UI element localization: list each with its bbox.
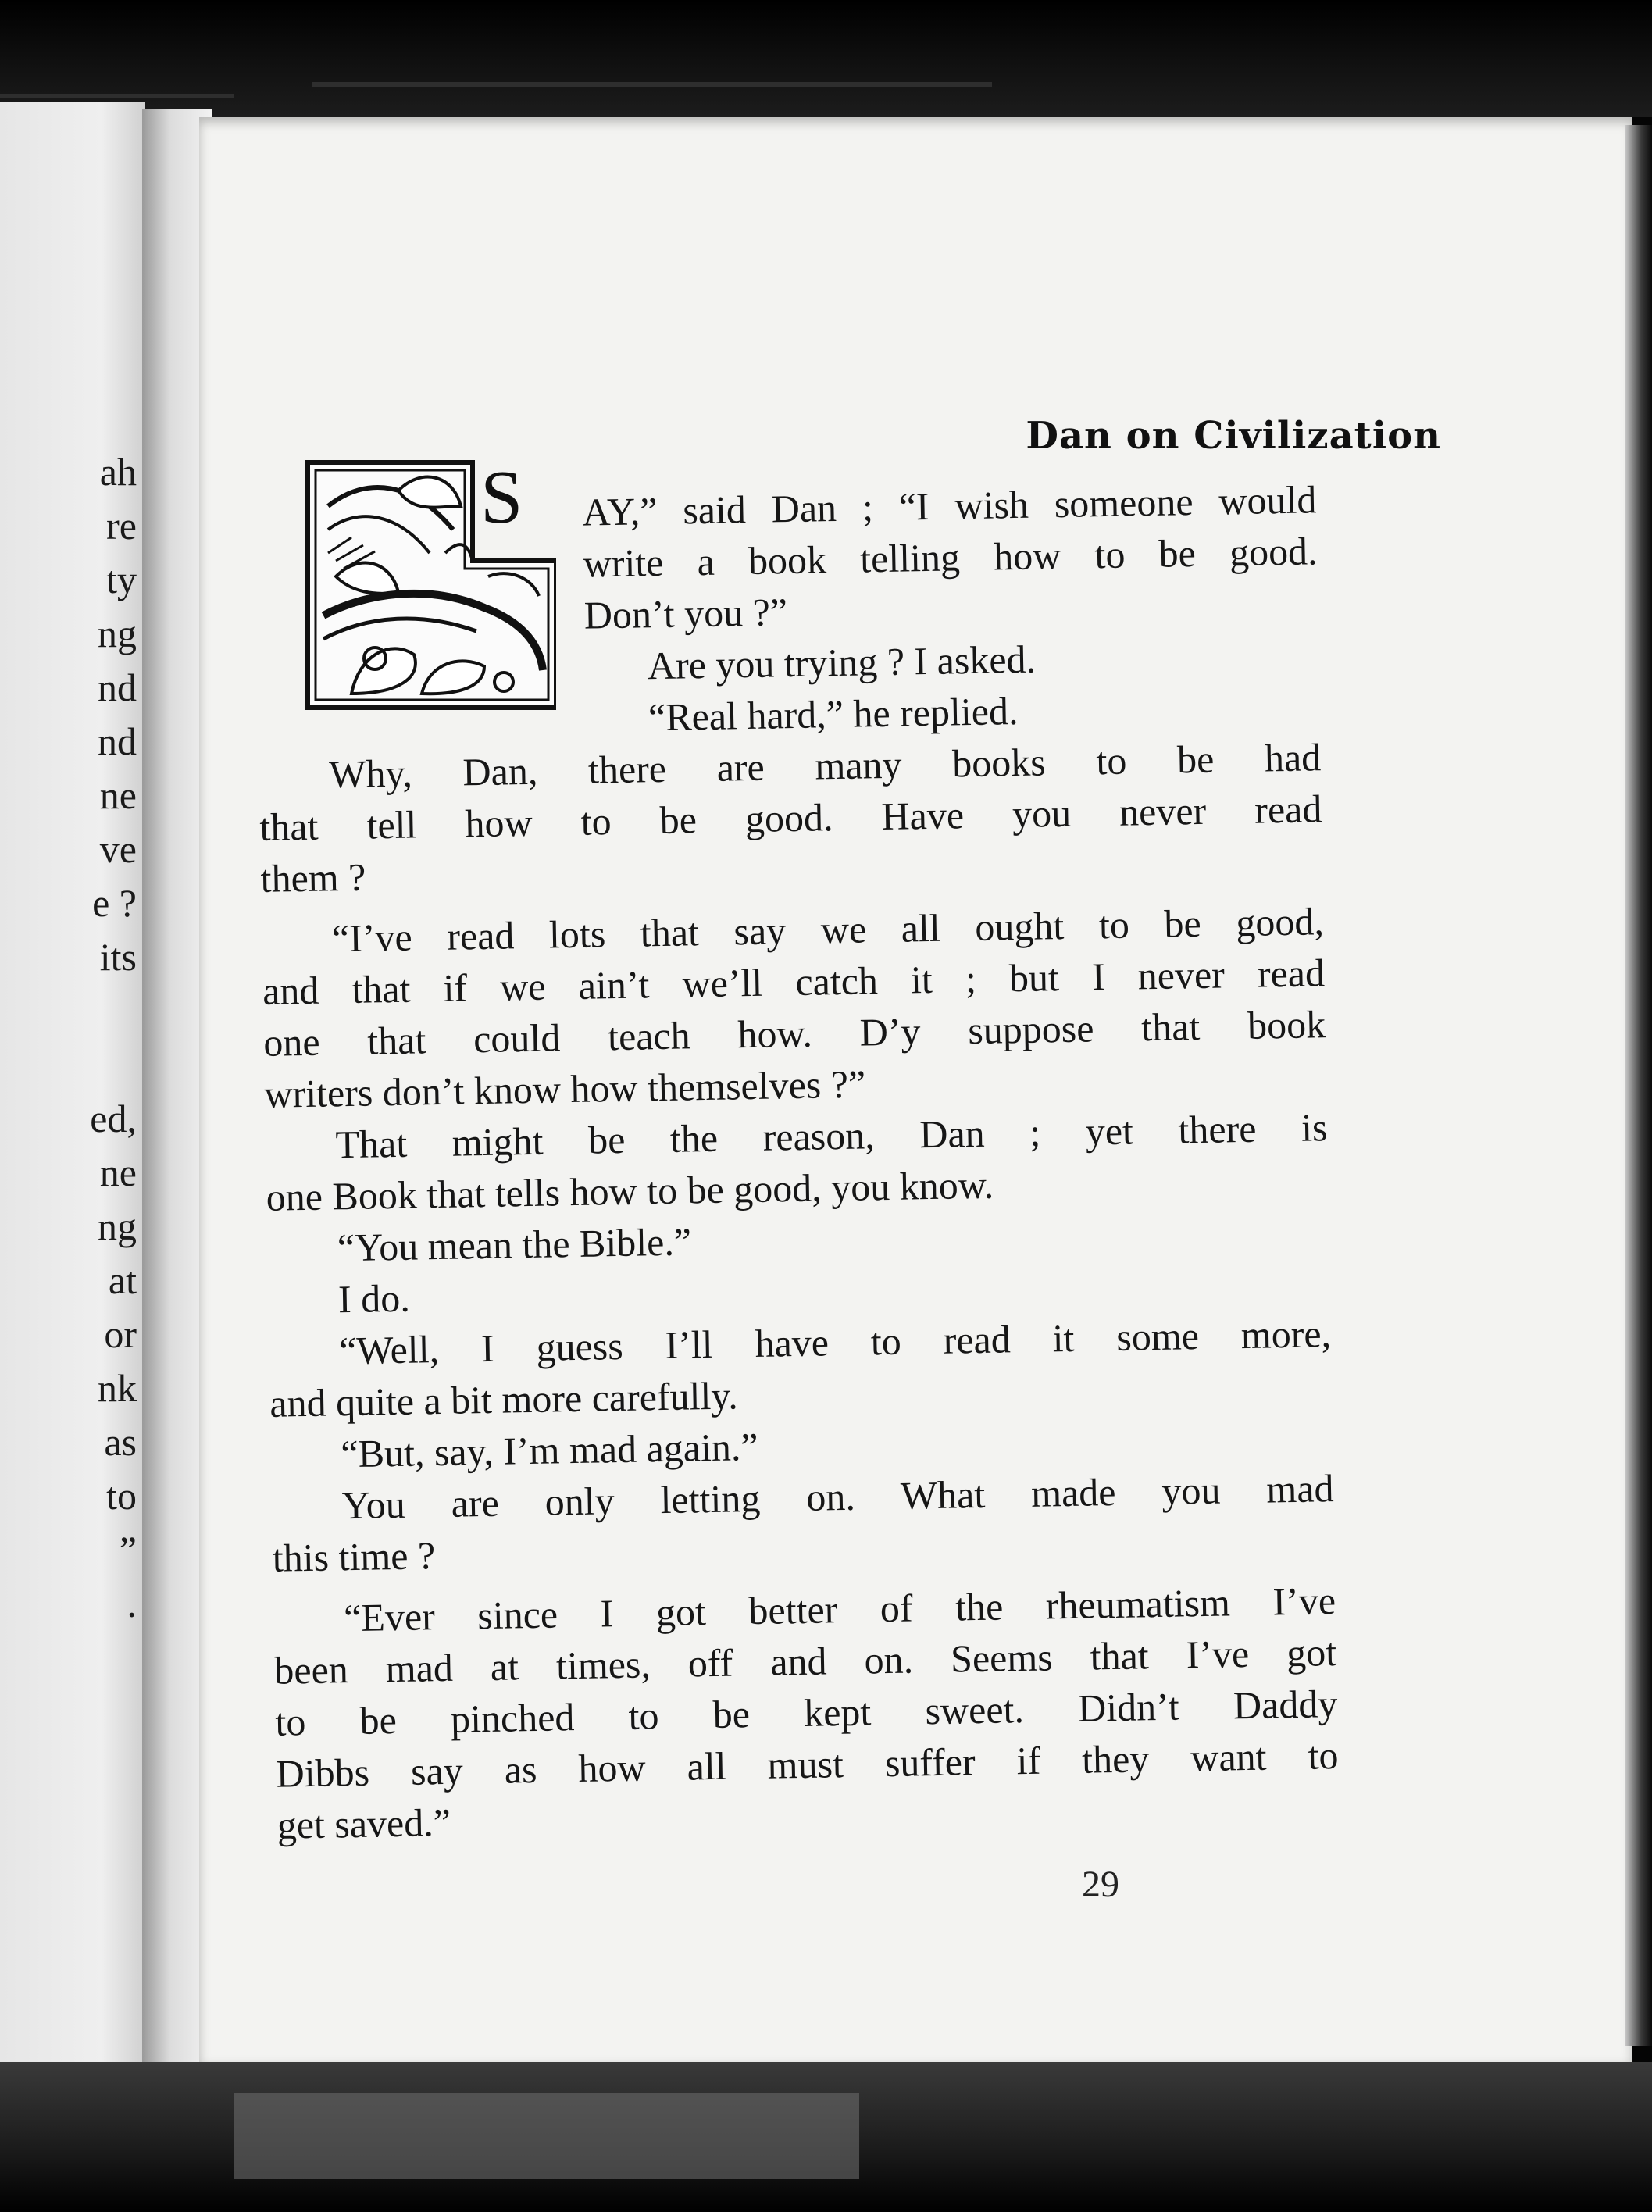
scan-bottom-border	[0, 2062, 1652, 2212]
left-fragment: ve	[99, 827, 137, 871]
left-fragment: ng	[98, 1204, 137, 1248]
text-line: “Well, I guess I’ll have to read it some more,	[338, 1311, 1332, 1373]
left-fragment: ne	[99, 773, 137, 817]
text-line: “I’ve read lots that say we all ought to be good,	[331, 899, 1325, 961]
text-line: that tell how to be good. Have you never read	[259, 787, 1322, 849]
text-line: get saved.”	[277, 1800, 451, 1847]
text-line: this time ?	[272, 1533, 436, 1580]
text-line: been mad at times, off and on. Seems that I’ve got	[273, 1630, 1337, 1693]
page-number: 29	[1082, 1864, 1119, 1905]
scan-top-border	[0, 0, 1652, 117]
body-text	[254, 473, 1340, 1850]
left-fragment: nd	[98, 719, 137, 763]
scan-streak	[312, 82, 992, 87]
left-fragment: re	[106, 504, 137, 548]
left-fragment: e ?	[92, 881, 137, 925]
text-line: writers don’t know how themselves ?”	[263, 1061, 866, 1116]
text-line: Why, Dan, there are many books to be had	[328, 735, 1322, 797]
text-line: “Ever since I got better of the rheumatism I’ve	[343, 1579, 1336, 1640]
text-line: to be pinched to be kept sweet. Didn’t Daddy	[274, 1682, 1338, 1744]
text-line: them ?	[260, 854, 366, 901]
text-line: You are only letting on. What made you mad	[341, 1466, 1334, 1528]
left-fragment	[0, 1038, 145, 1092]
left-fragment: or	[104, 1312, 137, 1356]
left-fragment: ed,	[90, 1097, 137, 1140]
left-fragment: .	[127, 1582, 137, 1625]
left-fragment: ”	[119, 1528, 137, 1572]
left-page	[0, 102, 145, 2070]
text-line: and that if we ain’t we’ll catch it ; but I never read	[262, 951, 1326, 1013]
left-fragment: at	[108, 1258, 137, 1302]
left-fragment: as	[104, 1420, 137, 1464]
left-fragment: nd	[98, 665, 137, 709]
drop-cap-letter: S	[480, 455, 523, 540]
text-line: “But, say, I’m mad again.”	[341, 1424, 759, 1476]
text-line: Dibbs say as how all must suffer if they want to	[276, 1733, 1339, 1796]
left-page-text	[0, 445, 145, 1631]
text-line: write a book telling how to be good.	[583, 529, 1318, 586]
left-fragment: its	[99, 935, 137, 979]
left-fragment: to	[106, 1474, 137, 1518]
left-fragment: ng	[98, 612, 137, 655]
text-line: Are you trying ? I asked.	[647, 637, 1037, 688]
left-fragment: ty	[106, 558, 137, 601]
scan-streak	[0, 94, 234, 98]
scan-shadow	[234, 2093, 859, 2179]
text-line: one Book that tells how to be good, you know.	[266, 1162, 994, 1219]
text-line: I do.	[337, 1275, 411, 1322]
running-head: Dan on Civilization	[1026, 414, 1441, 458]
text-line: AY,” said Dan ; “I wish someone would	[582, 477, 1317, 534]
text-line: and quite a bit more carefully.	[269, 1373, 739, 1425]
right-page-edge	[1625, 125, 1652, 2046]
text-line: “Real hard,” he replied.	[648, 688, 1019, 740]
left-fragment	[0, 984, 145, 1038]
left-fragment: ah	[99, 450, 137, 494]
text-line: That might be the reason, Dan ; yet there is	[335, 1105, 1328, 1167]
text-line: “You mean the Bible.”	[337, 1219, 692, 1270]
text-line: one that could teach how. D’y suppose that book	[262, 1002, 1326, 1065]
left-fragment: nk	[98, 1366, 137, 1410]
text-line: Don’t you ?”	[583, 590, 788, 637]
left-fragment: ne	[99, 1151, 137, 1194]
